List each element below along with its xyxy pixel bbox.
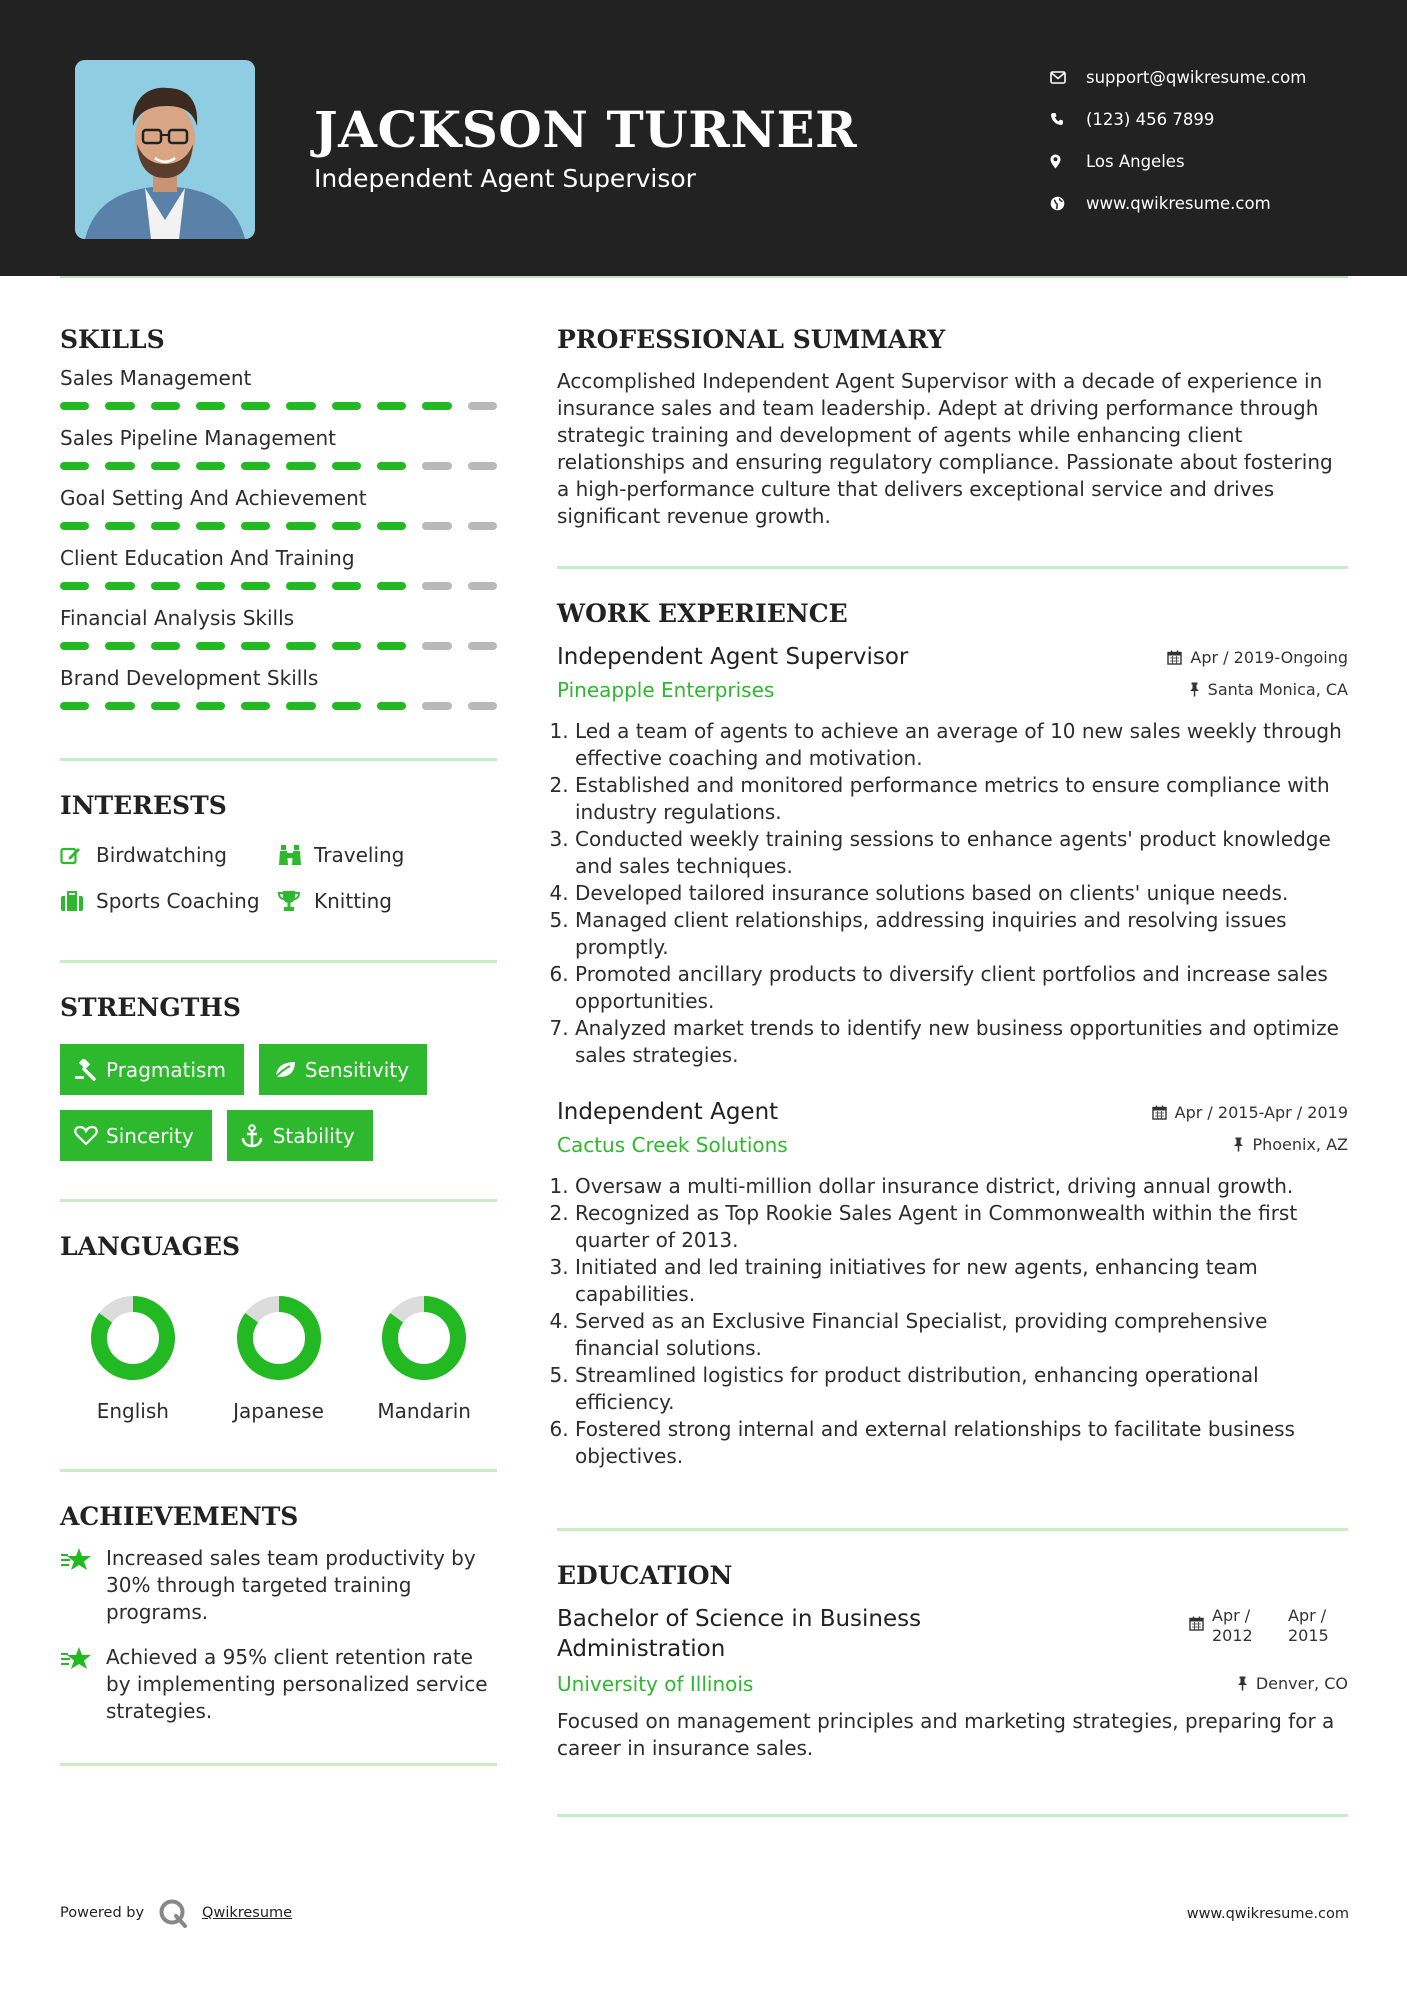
language-proficiency-ring xyxy=(236,1295,322,1381)
skill-level-segment xyxy=(60,402,89,410)
achievement-item xyxy=(60,1545,497,1626)
job-entry xyxy=(557,1097,1348,1470)
skill-level-segment xyxy=(332,462,361,470)
calendar-icon xyxy=(1189,1616,1204,1631)
skill-level-segment xyxy=(196,702,225,710)
company-name: Cactus Creek Solutions xyxy=(557,1133,788,1157)
duties-list xyxy=(557,1173,1348,1470)
duties-list xyxy=(557,718,1348,1069)
binoculars-icon xyxy=(278,844,314,866)
contact-list xyxy=(1050,56,1380,224)
section-divider xyxy=(60,1763,497,1766)
education-subheader xyxy=(557,1670,1348,1698)
footer-website[interactable]: www.qwikresume.com xyxy=(1186,1906,1349,1922)
section-divider xyxy=(557,1814,1348,1817)
duty-item: 1. Oversaw a multi-million dollar insurance district, driving annual growth. xyxy=(575,1173,1348,1200)
duty-item: 3. Initiated and led training initiatives for new agents, enhancing team capabilities. xyxy=(575,1254,1348,1308)
skill-level-segment xyxy=(286,522,315,530)
achievement-text: Achieved a 95% client retention rate by implementing personalized service strategies. xyxy=(106,1645,488,1723)
candidate-name: JACKSON TURNER xyxy=(314,100,858,159)
contact-location-text: Los Angeles xyxy=(1086,151,1185,171)
strength-label: Sensitivity xyxy=(304,1057,410,1082)
footer-powered-by xyxy=(60,1898,292,1928)
job-dates xyxy=(1152,1103,1348,1122)
interest-label: Traveling xyxy=(314,843,405,867)
edit-icon xyxy=(60,845,96,865)
summary-section xyxy=(557,325,1348,530)
skill-level-segment xyxy=(196,522,225,530)
skill-level-segment xyxy=(422,642,451,650)
skill-level-bar xyxy=(60,582,497,590)
language-item xyxy=(351,1295,497,1423)
skills-section xyxy=(60,325,497,710)
skill-level-segment xyxy=(422,702,451,710)
contact-email-text: support@qwikresume.com xyxy=(1086,67,1307,87)
interest-item xyxy=(60,840,278,870)
skill-level-segment xyxy=(377,642,406,650)
skill-item xyxy=(60,486,497,530)
phone-icon xyxy=(1050,112,1086,126)
languages-section xyxy=(60,1232,497,1423)
section-divider xyxy=(60,1199,497,1202)
skill-level-bar xyxy=(60,642,497,650)
skill-item xyxy=(60,366,497,410)
achievements-heading: ACHIEVEMENTS xyxy=(60,1502,299,1531)
job-header xyxy=(557,642,1348,672)
skill-level-segment xyxy=(105,522,134,530)
duty-item: 5. Streamlined logistics for product distribution, enhancing operational efficiency. xyxy=(575,1362,1348,1416)
job-header xyxy=(557,1097,1348,1127)
skill-level-segment xyxy=(286,582,315,590)
interest-label: Sports Coaching xyxy=(96,889,260,913)
company-name: Pineapple Enterprises xyxy=(557,678,775,702)
job-dates xyxy=(1167,648,1348,667)
strengths-list xyxy=(60,1044,497,1161)
skill-name: Client Education And Training xyxy=(60,546,355,570)
education-dates xyxy=(1189,1606,1348,1646)
skill-level-segment xyxy=(60,642,89,650)
language-proficiency-ring xyxy=(90,1295,176,1381)
achievements-section xyxy=(60,1502,497,1725)
star-icon xyxy=(60,1644,106,1725)
skill-level-bar xyxy=(60,702,497,710)
job-dates-text: Apr / 2015-Apr / 2019 xyxy=(1174,1103,1348,1122)
job-subheader xyxy=(557,676,1348,704)
duty-item: 2. Recognized as Top Rookie Sales Agent in Commonwealth within the first quarter of 2013. xyxy=(575,1200,1348,1254)
language-name: English xyxy=(96,1399,169,1423)
skill-level-segment xyxy=(60,702,89,710)
pin-icon xyxy=(1189,682,1200,697)
education-location xyxy=(1237,1674,1348,1693)
right-column xyxy=(557,325,1348,1817)
degree-name: Bachelor of Science in Business Administration xyxy=(557,1606,922,1662)
interest-label: Birdwatching xyxy=(96,843,227,867)
skill-level-bar xyxy=(60,522,497,530)
profile-photo xyxy=(75,60,255,239)
strength-badge xyxy=(60,1110,212,1161)
resume-header xyxy=(0,0,1407,276)
skill-level-segment xyxy=(422,462,451,470)
skill-level-segment xyxy=(286,702,315,710)
education-location-text: Denver, CO xyxy=(1255,1674,1348,1693)
contact-location xyxy=(1050,140,1380,182)
skill-level-segment xyxy=(105,642,134,650)
skill-level-segment xyxy=(241,522,270,530)
duty-item: 4. Served as an Exclusive Financial Specialist, providing comprehensive financial solutions. xyxy=(575,1308,1348,1362)
duty-item: 3. Conducted weekly training sessions to enhance agents' product knowledge and sales techniques. xyxy=(575,826,1348,880)
gavel-icon xyxy=(74,1059,106,1081)
skill-level-segment xyxy=(377,702,406,710)
skill-level-segment xyxy=(105,462,134,470)
strength-badge xyxy=(60,1044,244,1095)
qwikresume-link[interactable]: Qwikresume xyxy=(202,1905,293,1921)
leaf-icon xyxy=(273,1060,305,1080)
strengths-section xyxy=(60,993,497,1161)
skill-level-segment xyxy=(468,462,497,470)
skill-item xyxy=(60,666,497,710)
skill-level-segment xyxy=(377,582,406,590)
section-divider xyxy=(60,960,497,963)
skill-level-segment xyxy=(468,402,497,410)
language-item xyxy=(60,1295,206,1423)
skill-level-segment xyxy=(422,522,451,530)
skill-name: Sales Management xyxy=(60,366,252,390)
map-marker-icon xyxy=(1050,154,1086,169)
skill-level-segment xyxy=(105,402,134,410)
skill-item xyxy=(60,546,497,590)
language-name: Japanese xyxy=(233,1399,324,1423)
skill-name: Brand Development Skills xyxy=(60,666,319,690)
header-divider xyxy=(60,276,1348,278)
job-location xyxy=(1233,1135,1348,1154)
job-role: Independent Agent Supervisor xyxy=(557,644,909,670)
duty-item: 2. Established and monitored performance metrics to ensure compliance with industry regulations. xyxy=(575,772,1348,826)
skills-heading: SKILLS xyxy=(60,325,165,354)
pin-icon xyxy=(1237,1676,1248,1691)
skill-level-segment xyxy=(196,462,225,470)
duty-item: 6. Promoted ancillary products to diversify client portfolios and increase sales opportunities. xyxy=(575,961,1348,1015)
skill-level-segment xyxy=(332,582,361,590)
strength-badge xyxy=(227,1110,373,1161)
interest-item xyxy=(60,886,278,916)
skill-level-segment xyxy=(151,582,180,590)
experience-heading: WORK EXPERIENCE xyxy=(557,599,848,628)
skill-level-segment xyxy=(151,402,180,410)
left-column xyxy=(60,325,497,1766)
skill-level-segment xyxy=(286,462,315,470)
skill-level-segment xyxy=(60,582,89,590)
language-proficiency-ring xyxy=(381,1295,467,1381)
contact-website-text: www.qwikresume.com xyxy=(1086,193,1271,213)
contact-phone[interactable] xyxy=(1050,98,1380,140)
skill-level-segment xyxy=(241,402,270,410)
skill-level-segment xyxy=(468,522,497,530)
section-divider xyxy=(60,758,497,761)
skill-level-segment xyxy=(332,642,361,650)
skill-level-segment xyxy=(468,582,497,590)
skill-level-segment xyxy=(241,642,270,650)
contact-email[interactable] xyxy=(1050,56,1380,98)
skill-level-segment xyxy=(377,462,406,470)
achievement-item xyxy=(60,1644,497,1725)
strengths-heading: STRENGTHS xyxy=(60,993,241,1022)
duty-item: 1. Led a team of agents to achieve an average of 10 new sales weekly through effective coaching and motivation. xyxy=(575,718,1348,772)
skill-level-segment xyxy=(286,642,315,650)
job-location xyxy=(1189,680,1348,699)
skill-level-segment xyxy=(422,402,451,410)
contact-phone-text: (123) 456 7899 xyxy=(1086,109,1215,129)
job-location-text: Phoenix, AZ xyxy=(1252,1135,1348,1154)
duty-item: 6. Fostered strong internal and external relationships to facilitate business objectives. xyxy=(575,1416,1348,1470)
job-dates-text: Apr / 2019-Ongoing xyxy=(1190,648,1348,667)
skill-level-segment xyxy=(60,522,89,530)
skill-level-segment xyxy=(241,702,270,710)
language-name: Mandarin xyxy=(377,1399,471,1423)
job-role: Independent Agent xyxy=(557,1099,779,1125)
education-header xyxy=(557,1604,1348,1664)
skill-level-bar xyxy=(60,462,497,470)
skill-item xyxy=(60,606,497,650)
skill-level-segment xyxy=(196,402,225,410)
interests-list xyxy=(60,840,497,916)
achievement-text: Increased sales team productivity by 30% through targeted training programs. xyxy=(106,1546,476,1624)
skill-level-segment xyxy=(286,402,315,410)
skill-level-segment xyxy=(151,462,180,470)
envelope-icon xyxy=(1050,71,1086,84)
education-end-date: Apr / 2015 xyxy=(1288,1606,1329,1645)
languages-heading: LANGUAGES xyxy=(60,1232,241,1261)
job-entry xyxy=(557,642,1348,1069)
experience-section xyxy=(557,599,1348,1470)
skill-level-segment xyxy=(151,522,180,530)
qwikresume-logo-icon xyxy=(158,1898,188,1928)
skill-name: Sales Pipeline Management xyxy=(60,426,336,450)
skill-level-segment xyxy=(151,642,180,650)
interests-heading: INTERESTS xyxy=(60,791,227,820)
skill-name: Goal Setting And Achievement xyxy=(60,486,367,510)
skill-level-segment xyxy=(332,702,361,710)
duty-item: 7. Analyzed market trends to identify new business opportunities and optimize sales strategies. xyxy=(575,1015,1348,1069)
language-item xyxy=(206,1295,352,1423)
powered-by-text: Powered by xyxy=(60,1905,145,1921)
skill-level-segment xyxy=(377,522,406,530)
pin-icon xyxy=(1233,1137,1244,1152)
skill-level-segment xyxy=(332,522,361,530)
school-name: University of Illinois xyxy=(557,1672,754,1696)
interest-item xyxy=(278,886,496,916)
skills-list xyxy=(60,366,497,710)
anchor-icon xyxy=(241,1124,273,1148)
candidate-title: Independent Agent Supervisor xyxy=(314,164,696,193)
duty-item: 5. Managed client relationships, addressing inquiries and resolving issues promptly. xyxy=(575,907,1348,961)
education-start-date: Apr / 2012 xyxy=(1212,1606,1253,1645)
interests-section xyxy=(60,791,497,916)
skill-level-segment xyxy=(196,642,225,650)
calendar-icon xyxy=(1167,650,1182,665)
summary-text: Accomplished Independent Agent Supervisor with a decade of experience in insurance sales and team leadership. Adept at driving performance through strategic training and development of agents while enhancing client relationships and ensuring regulatory compliance. Passionate about fostering a high-performance culture that delivers exceptional service and drives significant revenue growth. xyxy=(557,369,1333,528)
section-divider xyxy=(60,1469,497,1472)
calendar-icon xyxy=(1152,1105,1167,1120)
heart-icon xyxy=(74,1125,106,1146)
section-divider xyxy=(557,1528,1348,1531)
skill-level-segment xyxy=(377,402,406,410)
languages-list xyxy=(60,1295,497,1423)
skill-level-segment xyxy=(422,582,451,590)
globe-icon xyxy=(1050,196,1086,211)
interest-item xyxy=(278,840,496,870)
strength-label: Pragmatism xyxy=(106,1057,226,1082)
strength-label: Sincerity xyxy=(106,1123,194,1148)
skill-name: Financial Analysis Skills xyxy=(60,606,295,630)
interest-label: Knitting xyxy=(314,889,392,913)
job-location-text: Santa Monica, CA xyxy=(1207,680,1348,699)
strength-badge xyxy=(259,1044,427,1095)
trophy-icon xyxy=(278,890,314,912)
skill-level-segment xyxy=(241,582,270,590)
skill-level-segment xyxy=(332,402,361,410)
job-subheader xyxy=(557,1131,1348,1159)
skill-level-segment xyxy=(468,642,497,650)
education-section xyxy=(557,1561,1348,1762)
section-divider xyxy=(557,566,1348,569)
skill-level-segment xyxy=(468,702,497,710)
skill-item xyxy=(60,426,497,470)
contact-website[interactable] xyxy=(1050,182,1380,224)
skill-level-segment xyxy=(105,702,134,710)
skill-level-segment xyxy=(60,462,89,470)
summary-heading: PROFESSIONAL SUMMARY xyxy=(557,325,946,354)
duty-item: 4. Developed tailored insurance solutions based on clients' unique needs. xyxy=(575,880,1348,907)
skill-level-segment xyxy=(151,702,180,710)
skill-level-segment xyxy=(196,582,225,590)
education-description: Focused on management principles and marketing strategies, preparing for a career in insurance sales. xyxy=(557,1709,1335,1760)
skill-level-segment xyxy=(105,582,134,590)
education-heading: EDUCATION xyxy=(557,1561,733,1590)
strength-label: Stability xyxy=(272,1123,355,1148)
star-icon xyxy=(60,1545,106,1626)
skill-level-bar xyxy=(60,402,497,410)
skill-level-segment xyxy=(241,462,270,470)
briefcase-icon xyxy=(60,891,96,912)
